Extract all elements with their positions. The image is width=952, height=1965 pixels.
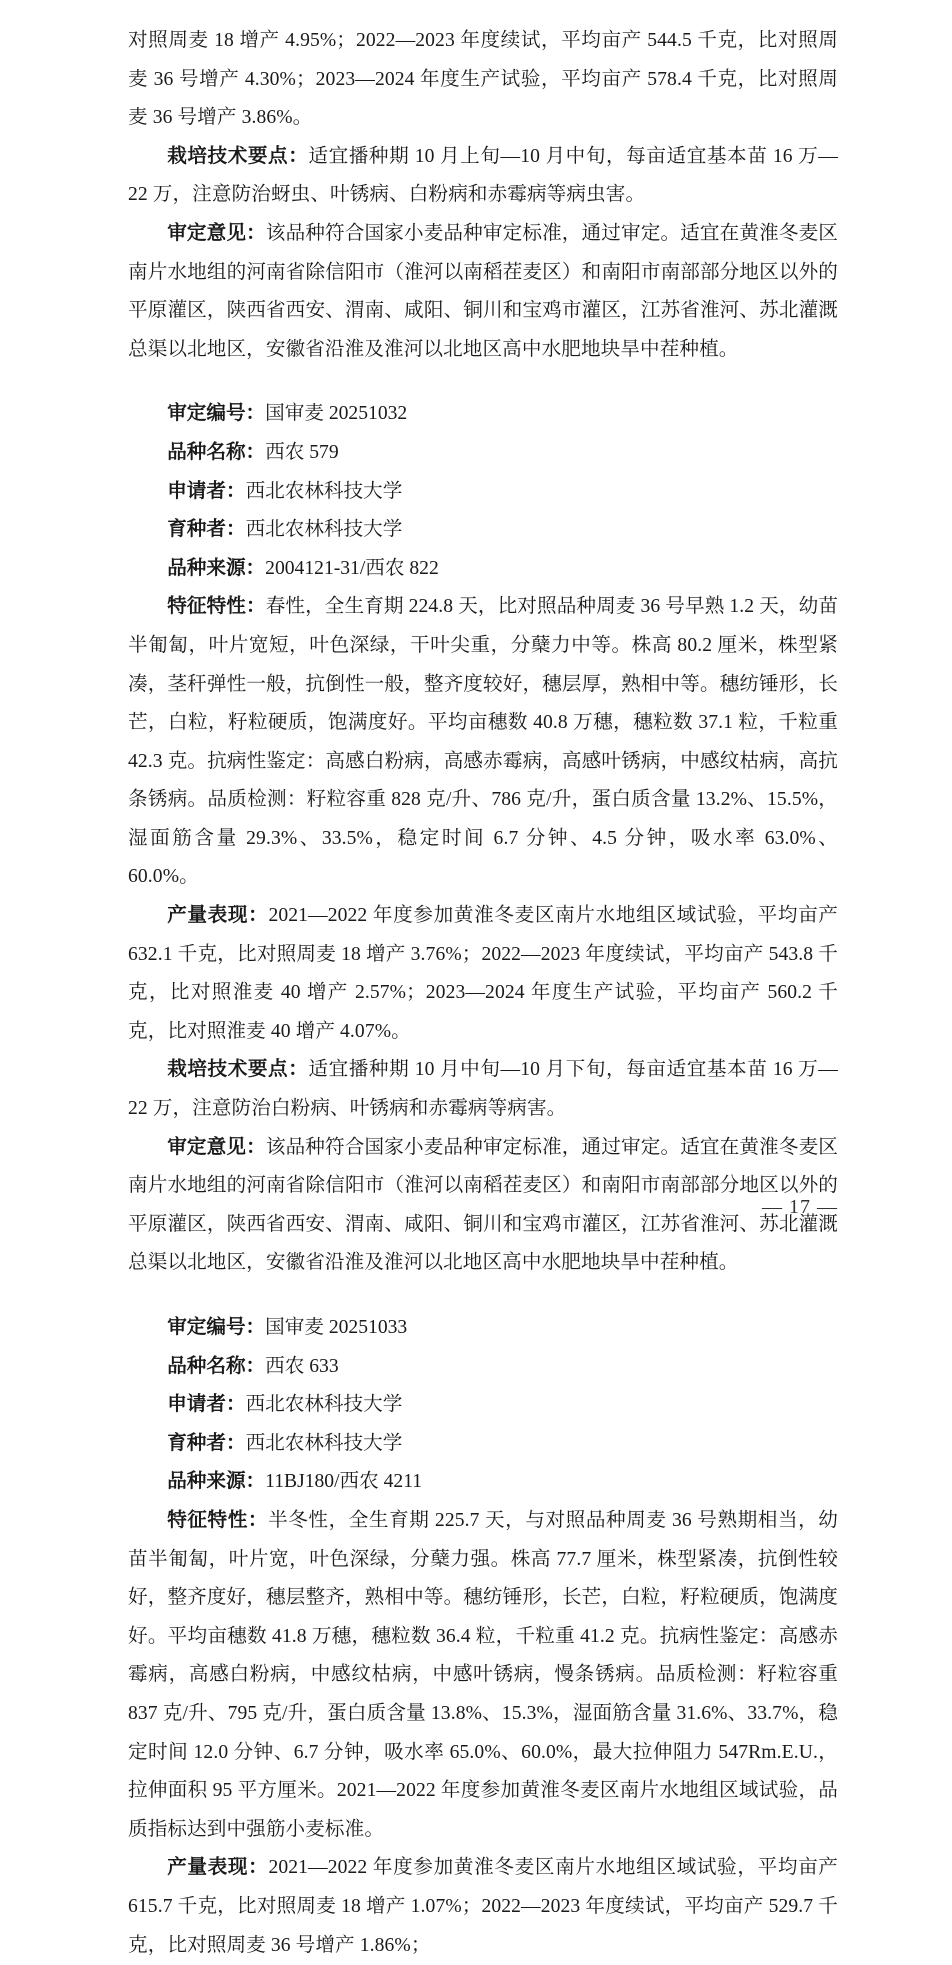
yield-label: 产量表现：	[167, 1857, 269, 1879]
meta-key: 申请者：	[167, 1394, 246, 1416]
opinion-text: 该品种符合国家小麦品种审定标准，通过审定。适宜在黄淮冬麦区南片水地组的河南省除信阳市（淮河以南稻茬麦区）和南阳市南部部分地区以外的平原灌区，陕西省西安、渭南、咸阳、铜川和宝鸡市灌区，江苏省淮河、苏北灌溉总渠以北地区，安徽省沿淮及淮河以北地区高中水肥地块旱中茬种植。	[128, 1136, 838, 1274]
cultivation-label: 栽培技术要点：	[167, 145, 309, 167]
meta-row-origin	[128, 550, 838, 589]
meta-row-breeder	[128, 1425, 838, 1464]
meta-value: 西北农林科技大学	[245, 480, 403, 502]
opinion-text: 该品种符合国家小麦品种审定标准，通过审定。适宜在黄淮冬麦区南片水地组的河南省除信阳市（淮河以南稻茬麦区）和南阳市南部部分地区以外的平原灌区，陕西省西安、渭南、咸阳、铜川和宝鸡市灌区，江苏省淮河、苏北灌溉总渠以北地区，安徽省沿淮及淮河以北地区高中水肥地块旱中茬种植。	[128, 222, 838, 360]
continued-opinion-paragraph	[128, 215, 838, 369]
traits-label: 特征特性：	[167, 596, 266, 618]
traits-label: 特征特性：	[167, 1509, 269, 1531]
variety-entry	[128, 395, 838, 1283]
variety-entry	[128, 1309, 838, 1965]
meta-key: 审定编号：	[167, 1317, 266, 1338]
yield-paragraph	[128, 897, 838, 1051]
cultivation-label: 栽培技术要点：	[167, 1059, 309, 1081]
meta-key: 申请者：	[167, 480, 246, 502]
meta-key: 育种者：	[167, 1432, 246, 1454]
page-footer	[128, 1194, 838, 1220]
meta-value: 2004121-31/西农 822	[265, 557, 439, 579]
opinion-label: 审定意见：	[167, 222, 266, 244]
yield-text: 2021—2022 年度参加黄淮冬麦区南片水地组区域试验，平均亩产 632.1 千克，比对照周麦 18 增产 3.76%；2022—2023 年度续试，平均亩产 543.8 千克，比对照淮麦 40 增产 2.57%；2023—2024 年度生产试验，平均亩产 560.2 千克，比对照淮麦 40 增产 4.07%。	[128, 905, 839, 1042]
section-gap	[128, 1283, 838, 1309]
yield-paragraph	[128, 1849, 838, 1965]
meta-value: 国审麦 20251033	[265, 1317, 408, 1338]
meta-value: 国审麦 20251032	[265, 403, 408, 425]
continued-yield-text: 对照周麦 18 增产 4.95%；2022—2023 年度续试，平均亩产 544.5 千克，比对照周麦 36 号增产 4.30%；2023—2024 年度生产试验，平均亩产 578.4 千克，比对照周麦 36 号增产 3.86%。	[128, 30, 838, 129]
traits-paragraph	[128, 1502, 838, 1849]
meta-value: 西北农林科技大学	[245, 1432, 403, 1454]
cultivation-paragraph	[128, 1051, 838, 1128]
meta-row-origin	[128, 1463, 838, 1502]
page-number: — 17 —	[762, 1196, 838, 1218]
traits-text: 春性，全生育期 224.8 天，比对照品种周麦 36 号早熟 1.2 天，幼苗半匍匐，叶片宽短，叶色深绿，干叶尖重，分蘖力中等。株高 80.2 厘米，株型紧凑，茎秆弹性一般，抗倒性一般，整齐度较好，穗层厚，熟相中等。穗纺锤形，长芒，白粒，籽粒硬质，饱满度好。平均亩穗数 40.8 万穗，穗粒数 37.1 粒，千粒重 42.3 克。抗病性鉴定：高感白粉病，高感赤霉病，高感叶锈病，中感纹枯病，高抗条锈病。品质检测：籽粒容重 828 克/升、786 克/升，蛋白质含量 13.2%、15.5%，湿面筋含量 29.3%、33.5%，稳定时间 6.7 分钟、4.5 分钟，吸水率 63.0%、60.0%。	[128, 596, 839, 888]
opinion-label: 审定意见：	[167, 1136, 266, 1158]
meta-value: 西北农林科技大学	[245, 1394, 403, 1416]
page-content	[128, 22, 838, 1965]
meta-value: 西农 579	[265, 441, 339, 463]
meta-row-variety-name	[128, 434, 838, 473]
cultivation-text: 适宜播种期 10 月中旬—10 月下旬，每亩适宜基本苗 16 万—22 万，注意防治白粉病、叶锈病和赤霉病等病害。	[128, 1059, 839, 1120]
meta-row-approval-number	[128, 1309, 838, 1348]
traits-paragraph	[128, 588, 838, 897]
meta-row-approval-number	[128, 395, 838, 434]
section-gap	[128, 369, 838, 395]
meta-row-applicant	[128, 473, 838, 512]
meta-key: 品种来源：	[167, 557, 266, 579]
meta-row-breeder	[128, 511, 838, 550]
meta-key: 品种名称：	[167, 441, 266, 463]
meta-value: 西北农林科技大学	[245, 519, 403, 541]
meta-key: 育种者：	[167, 519, 246, 541]
meta-row-variety-name	[128, 1348, 838, 1387]
yield-label: 产量表现：	[167, 905, 269, 927]
meta-value: 11BJ180/西农 4211	[265, 1471, 423, 1493]
meta-key: 审定编号：	[167, 403, 266, 425]
cultivation-text: 适宜播种期 10 月上旬—10 月中旬，每亩适宜基本苗 16 万—22 万，注意防治蚜虫、叶锈病、白粉病和赤霉病等病虫害。	[128, 145, 839, 206]
continued-yield-paragraph	[128, 22, 838, 138]
meta-key: 品种来源：	[167, 1471, 266, 1493]
yield-text: 2021—2022 年度参加黄淮冬麦区南片水地组区域试验，平均亩产 615.7 千克，比对照周麦 18 增产 1.07%；2022—2023 年度续试，平均亩产 529.7 千克，比对照周麦 36 号增产 1.86%；	[128, 1857, 839, 1956]
meta-row-applicant	[128, 1386, 838, 1425]
traits-text: 半冬性，全生育期 225.7 天，与对照品种周麦 36 号熟期相当，幼苗半匍匐，叶片宽，叶色深绿，分蘖力强。株高 77.7 厘米，株型紧凑，抗倒性较好，整齐度好，穗层整齐，熟相中等。穗纺锤形，长芒，白粒，籽粒硬质，饱满度好。平均亩穗数 41.8 万穗，穗粒数 36.4 粒，千粒重 41.2 克。抗病性鉴定：高感赤霉病，高感白粉病，中感纹枯病，中感叶锈病，慢条锈病。品质检测：籽粒容重 837 克/升、795 克/升，蛋白质含量 13.8%、15.3%，湿面筋含量 31.6%、33.7%，稳定时间 12.0 分钟、6.7 分钟，吸水率 65.0%、60.0%，最大拉伸阻力 547Rm.E.U.，拉伸面积 95 平方厘米。2021—2022 年度参加黄淮冬麦区南片水地组区域试验，品质指标达到中强筋小麦标准。	[128, 1509, 839, 1840]
meta-key: 品种名称：	[167, 1355, 266, 1377]
continued-cultivation-paragraph	[128, 138, 838, 215]
meta-value: 西农 633	[265, 1355, 339, 1377]
